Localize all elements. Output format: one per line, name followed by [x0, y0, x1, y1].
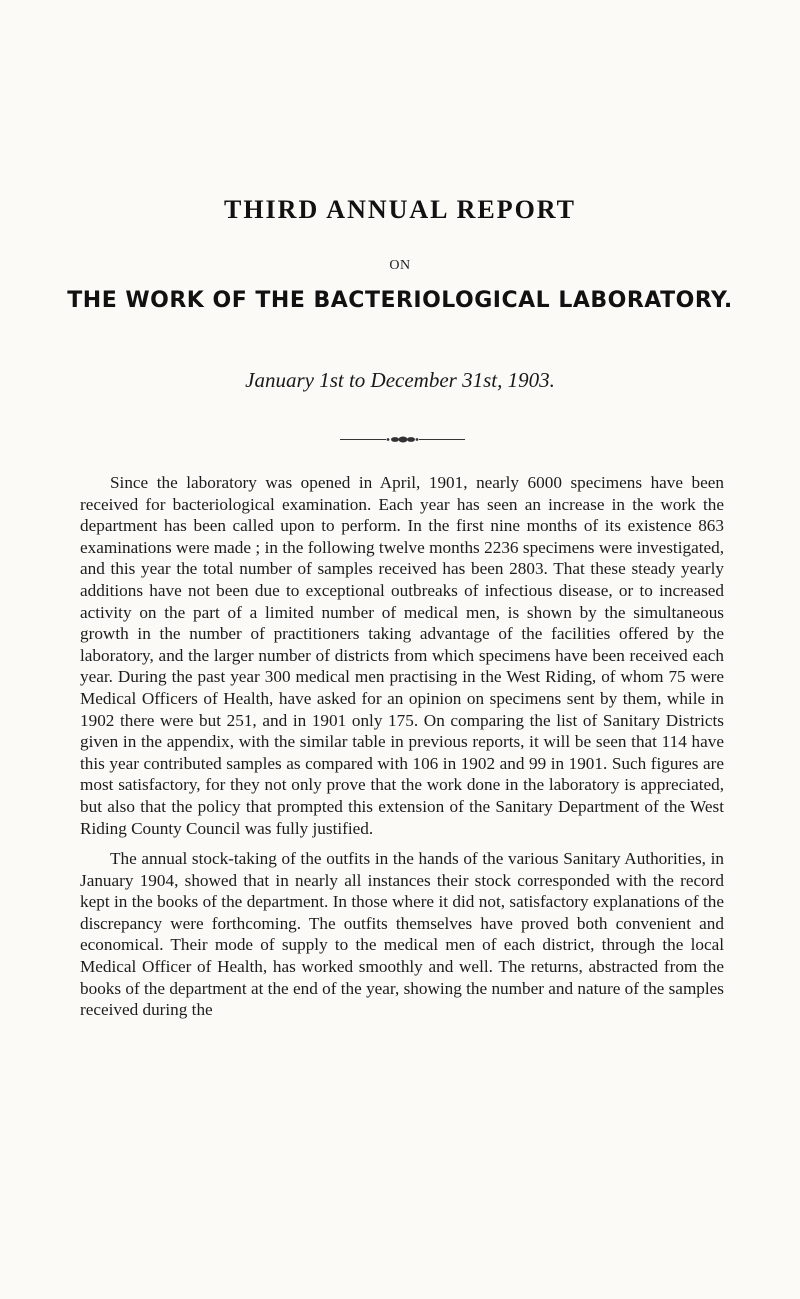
report-title: THIRD ANNUAL REPORT: [223, 195, 577, 224]
report-on-label: ON: [389, 258, 411, 273]
report-subtitle: THE WORK OF THE BACTERIOLOGICAL LABORATORY.: [67, 288, 733, 313]
body-paragraph: The annual stock-taking of the outfits in the hands of the various Sanitary Authorities, in January 1904, showed that in nearly all instances their stock corresponded with the record kept in the books of the department. In those where it did not, satisfactory explanations of the discrepancy were forthcoming. The outfits themselves have proved both convenient and economical. Their mode of supply to the medical men of each district, through the local Medical Officer of Health, has worked smoothly and well. The returns, abstracted from the books of the department at the end of the year, showing the number and nature of the samples received during the: [80, 849, 724, 1020]
ornamental-divider: [340, 435, 465, 444]
report-date-range: January 1st to December 31st, 1903.: [245, 368, 555, 392]
body-paragraph: Since the laboratory was opened in April, 1901, nearly 6000 specimens have been received for bacteriological examination. Each year has seen an increase in the work the department has been called upon to perform. In the first nine months of its existence 863 examinations were made ; in the following twelve months 2236 specimens were investigated, and this year the total number of samples received has been 2803. That these steady yearly additions have not been due to exceptional outbreaks of infectious disease, or to increased activity on the part of a limited number of medical men, is shown by the simultaneous growth in the number of practitioners taking advantage of the facilities offered by the laboratory, and the larger number of districts from which specimens have been received each year. During the past year 300 medical men practising in the West Riding, of whom 75 were Medical Officers of Health, have asked for an opinion on specimens sent by them, while in 1902 there were but 251, and in 1901 only 175. On comparing the list of Sanitary Districts given in the appendix, with the similar table in previous reports, it will be seen that 114 have this year contributed samples as compared with 106 in 1902 and 99 in 1901. Such figures are most satisfactory, for they not only prove that the work done in the laboratory is appreciated, but also that the policy that prompted this extension of the Sanitary Department of the West Riding County Council was fully justified.: [80, 473, 724, 838]
report-body: [80, 472, 724, 1021]
